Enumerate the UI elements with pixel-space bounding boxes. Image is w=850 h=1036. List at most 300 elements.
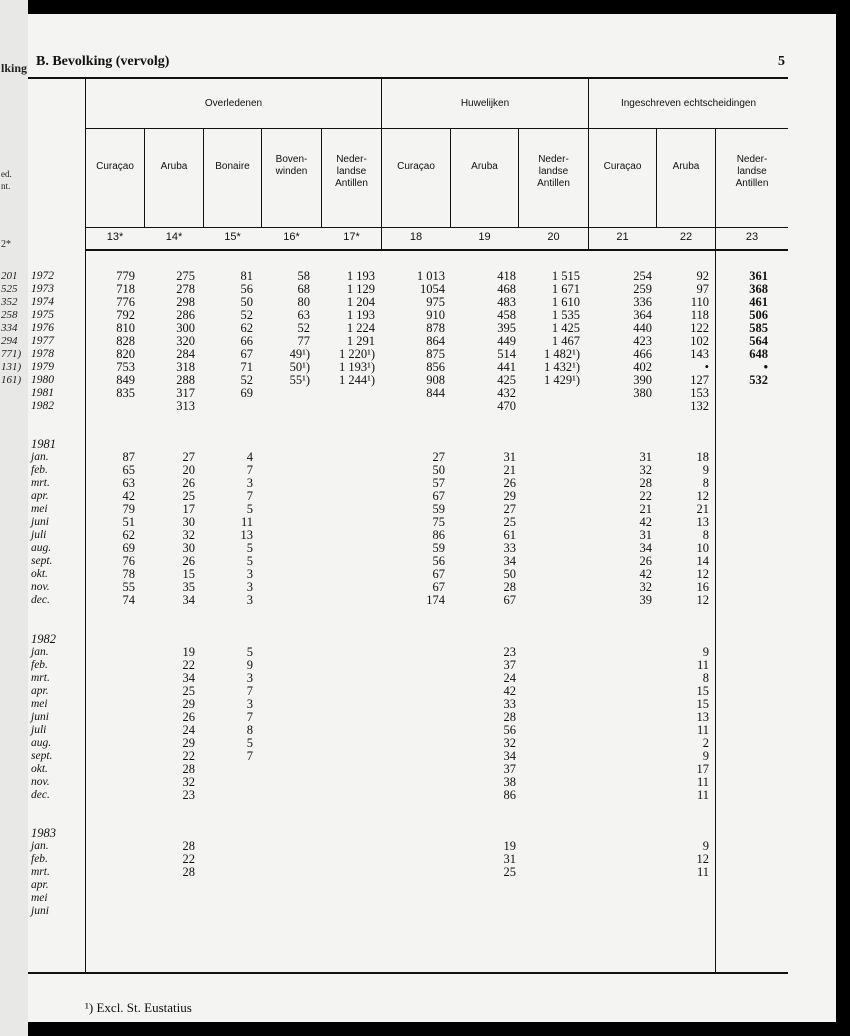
table-cell: 97 xyxy=(696,282,709,296)
table-cell: 34 xyxy=(182,593,195,607)
table-cell: 390 xyxy=(633,373,652,387)
left-strip-value: 352 xyxy=(1,296,18,308)
row-label: juli xyxy=(31,724,47,736)
table-cell: 23 xyxy=(182,788,195,802)
table-cell: 5 xyxy=(246,541,253,555)
table-cell: 3 xyxy=(246,580,253,594)
column-header: Neder- landse Antillen xyxy=(735,154,769,189)
table-cell: 27 xyxy=(503,502,516,516)
left-strip-value: 294 xyxy=(1,335,18,347)
table-cell: 22 xyxy=(639,489,652,503)
table-cell xyxy=(295,400,375,413)
table-cell: 22 xyxy=(182,658,195,672)
column-number: 23 xyxy=(745,231,759,243)
rule-vertical xyxy=(450,128,451,227)
table-cell: 810 xyxy=(116,321,135,335)
table-cell: 77 xyxy=(297,334,310,348)
table-cell: 1 193 xyxy=(346,269,375,283)
rule-vertical xyxy=(715,128,716,973)
rule-vertical xyxy=(144,128,145,227)
table-cell: 1 013 xyxy=(416,269,445,283)
table-cell: 368 xyxy=(749,282,768,296)
data-column xyxy=(436,451,516,607)
table-cell: 16 xyxy=(696,580,709,594)
table-cell: 425 xyxy=(497,373,516,387)
table-cell xyxy=(688,400,768,413)
table-cell: 514 xyxy=(497,347,516,361)
table-cell: 33 xyxy=(503,697,516,711)
row-label: 1978 xyxy=(31,348,54,360)
table-cell: 844 xyxy=(426,386,445,400)
table-cell: 65 xyxy=(122,463,135,477)
table-cell: 1 535 xyxy=(551,308,580,322)
row-label: mei xyxy=(31,503,48,515)
table-cell: 9 xyxy=(702,749,709,763)
table-cell: 38 xyxy=(503,775,516,789)
table-cell xyxy=(629,905,709,918)
table-cell: 8 xyxy=(246,723,253,737)
table-cell: 856 xyxy=(426,360,445,374)
left-strip-value: 131) xyxy=(1,361,22,373)
table-cell: 127 xyxy=(690,373,709,387)
table-cell: 402 xyxy=(633,360,652,374)
row-label: apr. xyxy=(31,490,49,502)
data-column xyxy=(629,840,709,918)
table-cell: 418 xyxy=(497,269,516,283)
row-label: mei xyxy=(31,698,48,710)
table-cell: 132 xyxy=(690,399,709,413)
table-cell: 76 xyxy=(122,554,135,568)
table-cell: 59 xyxy=(432,502,445,516)
row-label: 1972 xyxy=(31,270,54,282)
table-cell: 1 244¹) xyxy=(338,373,375,387)
table-cell: 1 193¹) xyxy=(338,360,375,374)
left-strip-value: 258 xyxy=(1,309,18,321)
table-cell: 275 xyxy=(176,269,195,283)
table-cell: 564 xyxy=(749,334,768,348)
table-cell: 13 xyxy=(696,515,709,529)
table-cell: 8 xyxy=(702,671,709,685)
table-cell: 26 xyxy=(503,476,516,490)
table-cell: 62 xyxy=(240,321,253,335)
table-cell: 28 xyxy=(503,580,516,594)
rule-bottom xyxy=(28,972,788,974)
table-cell: 1 515 xyxy=(551,269,580,283)
table-cell: 27 xyxy=(182,450,195,464)
data-column xyxy=(629,451,709,607)
table-cell: 26 xyxy=(182,710,195,724)
table-cell xyxy=(173,763,253,776)
table-cell: 24 xyxy=(503,671,516,685)
table-cell: 7 xyxy=(246,684,253,698)
table-cell: 483 xyxy=(497,295,516,309)
table-cell: 5 xyxy=(246,736,253,750)
table-cell: 75 xyxy=(432,515,445,529)
table-cell: 9 xyxy=(702,463,709,477)
table-cell: 26 xyxy=(182,554,195,568)
table-cell: 78 xyxy=(122,567,135,581)
table-cell: 25 xyxy=(182,489,195,503)
table-cell: 1 610 xyxy=(551,295,580,309)
table-cell: 7 xyxy=(246,710,253,724)
row-label: 1975 xyxy=(31,309,54,321)
table-cell: 1 193 xyxy=(346,308,375,322)
table-cell: 50 xyxy=(432,463,445,477)
table-cell: 50¹) xyxy=(289,360,310,374)
table-cell: 34 xyxy=(503,749,516,763)
table-cell: 336 xyxy=(633,295,652,309)
column-header: Bonaire xyxy=(215,161,250,172)
left-strip-text: ed. xyxy=(1,169,12,179)
table-cell: 3 xyxy=(246,671,253,685)
table-cell: 31 xyxy=(639,450,652,464)
table-cell: 34 xyxy=(182,671,195,685)
table-cell: 22 xyxy=(182,749,195,763)
table-cell: 29 xyxy=(182,736,195,750)
row-label: juni xyxy=(31,711,49,723)
table-cell: 30 xyxy=(182,541,195,555)
column-number: 18 xyxy=(409,231,423,243)
table-cell: 17 xyxy=(182,502,195,516)
document-page xyxy=(28,14,836,1022)
table-cell: 288 xyxy=(176,373,195,387)
section-year: 1983 xyxy=(31,826,56,840)
table-cell: 56 xyxy=(503,723,516,737)
data-column xyxy=(173,646,253,802)
row-label: mrt. xyxy=(31,866,50,878)
rule-header xyxy=(85,227,788,228)
table-cell: 52 xyxy=(240,373,253,387)
table-cell: 284 xyxy=(176,347,195,361)
table-cell: 32 xyxy=(182,528,195,542)
table-cell: 50 xyxy=(503,567,516,581)
table-cell: 753 xyxy=(116,360,135,374)
table-cell: 910 xyxy=(426,308,445,322)
table-cell: 67 xyxy=(432,567,445,581)
row-label: mrt. xyxy=(31,477,50,489)
group-overleden: Overledenen xyxy=(204,98,263,109)
group-echtscheidingen: Ingeschreven echtscheidingen xyxy=(620,98,757,109)
table-cell: 828 xyxy=(116,334,135,348)
table-cell: 42 xyxy=(503,684,516,698)
table-cell: 835 xyxy=(116,386,135,400)
table-cell: 12 xyxy=(696,567,709,581)
table-cell: 29 xyxy=(182,697,195,711)
table-cell: 32 xyxy=(503,736,516,750)
table-cell: 32 xyxy=(639,580,652,594)
row-labels xyxy=(31,826,79,918)
table-cell: 7 xyxy=(246,489,253,503)
table-cell: 28 xyxy=(503,710,516,724)
table-cell: 21 xyxy=(639,502,652,516)
table-cell: 5 xyxy=(246,554,253,568)
table-cell xyxy=(173,776,253,789)
row-label: sept. xyxy=(31,750,53,762)
column-number: 13* xyxy=(106,231,124,243)
column-header: Aruba xyxy=(672,161,700,172)
table-cell: 11 xyxy=(696,658,709,672)
table-cell: 286 xyxy=(176,308,195,322)
table-cell: 32 xyxy=(639,463,652,477)
table-cell: 33 xyxy=(503,541,516,555)
table-cell: 1 429¹) xyxy=(543,373,580,387)
table-cell: • xyxy=(763,360,768,374)
table-cell: 55¹) xyxy=(289,373,310,387)
table-cell: 37 xyxy=(503,658,516,672)
table-cell: 908 xyxy=(426,373,445,387)
table-cell: 776 xyxy=(116,295,135,309)
table-cell: 470 xyxy=(497,399,516,413)
table-cell: 395 xyxy=(497,321,516,335)
rule-top xyxy=(28,77,788,79)
page-number: 5 xyxy=(778,54,785,69)
table-cell: 63 xyxy=(122,476,135,490)
rule-vertical xyxy=(656,128,657,227)
table-cell: 67 xyxy=(503,593,516,607)
table-cell: 7 xyxy=(246,463,253,477)
group-huwelijken: Huwelijken xyxy=(460,98,510,109)
row-label: feb. xyxy=(31,853,48,865)
column-number: 15* xyxy=(224,231,241,243)
table-cell: 361 xyxy=(749,269,768,283)
table-cell: 4 xyxy=(246,450,253,464)
table-cell: 8 xyxy=(702,476,709,490)
row-label: 1980 xyxy=(31,374,54,386)
table-cell: 254 xyxy=(633,269,652,283)
table-cell: 69 xyxy=(240,386,253,400)
table-cell: 20 xyxy=(182,463,195,477)
table-cell: 28 xyxy=(182,865,195,879)
table-cell: 1 467 xyxy=(551,334,580,348)
table-cell: 22 xyxy=(182,852,195,866)
table-cell: 74 xyxy=(122,593,135,607)
table-cell: 1 220¹) xyxy=(338,347,375,361)
table-cell: 432 xyxy=(497,386,516,400)
table-cell: • xyxy=(704,360,709,374)
row-label: 1979 xyxy=(31,361,54,373)
table-cell: 14 xyxy=(696,554,709,568)
table-cell: 62 xyxy=(122,528,135,542)
table-cell: 57 xyxy=(432,476,445,490)
table-cell: 5 xyxy=(246,502,253,516)
left-strip-value: 201 xyxy=(1,270,18,282)
rule-vertical xyxy=(203,128,204,227)
table-cell: 63 xyxy=(297,308,310,322)
row-label: 1982 xyxy=(31,400,54,412)
column-number: 17* xyxy=(343,231,360,243)
table-cell: 34 xyxy=(639,541,652,555)
table-cell: 300 xyxy=(176,321,195,335)
table-cell: 50 xyxy=(240,295,253,309)
table-cell: 12 xyxy=(696,852,709,866)
row-label: aug. xyxy=(31,542,52,554)
row-label: aug. xyxy=(31,737,52,749)
left-strip-value: 771) xyxy=(1,348,22,360)
table-cell: 8 xyxy=(702,528,709,542)
left-strip-number: 2* xyxy=(1,239,11,250)
table-cell: 1 432¹) xyxy=(543,360,580,374)
section-year: 1982 xyxy=(31,632,56,646)
column-header: Aruba xyxy=(160,161,188,172)
table-cell: 298 xyxy=(176,295,195,309)
table-cell xyxy=(629,892,709,905)
row-label: sept. xyxy=(31,555,53,567)
table-cell: 69 xyxy=(122,541,135,555)
table-cell xyxy=(500,400,580,413)
table-cell: 1054 xyxy=(420,282,445,296)
rule-group xyxy=(85,128,788,129)
table-cell: 32 xyxy=(182,775,195,789)
row-label: 1977 xyxy=(31,335,54,347)
table-cell: 9 xyxy=(702,839,709,853)
table-cell: 468 xyxy=(497,282,516,296)
table-cell: 19 xyxy=(503,839,516,853)
table-cell: 12 xyxy=(696,593,709,607)
row-label: okt. xyxy=(31,763,48,775)
table-cell xyxy=(436,905,516,918)
column-header: Aruba xyxy=(471,161,498,172)
table-cell: 1 129 xyxy=(346,282,375,296)
row-label: nov. xyxy=(31,776,50,788)
data-column xyxy=(500,270,580,413)
table-cell: 1 224 xyxy=(346,321,375,335)
table-cell: 67 xyxy=(240,347,253,361)
table-cell: 58 xyxy=(297,269,310,283)
footnote: ¹) Excl. St. Eustatius xyxy=(85,1000,192,1015)
table-cell: 67 xyxy=(432,580,445,594)
table-cell: 15 xyxy=(696,697,709,711)
table-cell: 11 xyxy=(696,788,709,802)
data-column xyxy=(629,646,709,802)
table-cell: 30 xyxy=(182,515,195,529)
table-cell: 56 xyxy=(432,554,445,568)
table-cell: 71 xyxy=(240,360,253,374)
table-cell: 318 xyxy=(176,360,195,374)
table-cell: 11 xyxy=(696,865,709,879)
left-strip-value: 334 xyxy=(1,322,18,334)
table-cell: 278 xyxy=(176,282,195,296)
table-cell: 29 xyxy=(503,489,516,503)
table-cell xyxy=(500,387,580,400)
table-cell: 39 xyxy=(639,593,652,607)
table-cell: 28 xyxy=(182,839,195,853)
table-cell xyxy=(115,905,195,918)
table-cell: 975 xyxy=(426,295,445,309)
row-label: okt. xyxy=(31,568,48,580)
row-label: mei xyxy=(31,892,48,904)
table-cell: 364 xyxy=(633,308,652,322)
table-cell: 3 xyxy=(246,697,253,711)
row-label: juni xyxy=(31,905,49,917)
data-column xyxy=(173,451,253,607)
row-label: apr. xyxy=(31,879,49,891)
table-cell xyxy=(688,387,768,400)
table-cell: 15 xyxy=(182,567,195,581)
table-cell: 55 xyxy=(122,580,135,594)
row-label: mrt. xyxy=(31,672,50,684)
column-header: Curaçao xyxy=(96,161,134,172)
table-cell: 259 xyxy=(633,282,652,296)
table-cell: 441 xyxy=(497,360,516,374)
column-number: 21 xyxy=(616,231,629,243)
column-number: 16* xyxy=(283,231,300,243)
data-column xyxy=(688,270,768,413)
table-cell: 153 xyxy=(690,386,709,400)
table-cell: 718 xyxy=(116,282,135,296)
row-label: 1976 xyxy=(31,322,54,334)
data-column xyxy=(295,270,375,413)
data-column xyxy=(115,840,195,918)
section-year: 1981 xyxy=(31,437,56,451)
table-cell: 423 xyxy=(633,334,652,348)
table-cell: 506 xyxy=(749,308,768,322)
page-title: B. Bevolking (vervolg) xyxy=(36,54,170,69)
table-cell: 67 xyxy=(432,489,445,503)
table-cell: 25 xyxy=(503,865,516,879)
table-cell: 1 425 xyxy=(551,321,580,335)
table-cell: 820 xyxy=(116,347,135,361)
table-cell: 9 xyxy=(702,645,709,659)
table-cell: 5 xyxy=(246,645,253,659)
table-cell: 31 xyxy=(503,450,516,464)
row-labels xyxy=(31,632,79,802)
rule-colnum xyxy=(85,249,788,251)
table-cell: 42 xyxy=(639,567,652,581)
table-cell: 81 xyxy=(240,269,253,283)
table-cell: 9 xyxy=(246,658,253,672)
left-page-strip xyxy=(0,0,28,1036)
table-cell: 23 xyxy=(503,645,516,659)
column-number: 20 xyxy=(547,231,560,243)
table-cell xyxy=(365,400,445,413)
table-cell: 11 xyxy=(696,775,709,789)
table-cell: 59 xyxy=(432,541,445,555)
table-cell: 51 xyxy=(122,515,135,529)
table-cell: 79 xyxy=(122,502,135,516)
table-cell: 792 xyxy=(116,308,135,322)
table-cell: 12 xyxy=(696,489,709,503)
table-cell: 779 xyxy=(116,269,135,283)
table-cell: 27 xyxy=(432,450,445,464)
table-cell xyxy=(629,879,709,892)
row-label: jan. xyxy=(31,451,49,463)
table-cell: 440 xyxy=(633,321,652,335)
table-cell: 7 xyxy=(246,749,253,763)
table-cell: 174 xyxy=(426,593,445,607)
table-cell: 313 xyxy=(176,399,195,413)
table-cell: 35 xyxy=(182,580,195,594)
row-label: jan. xyxy=(31,840,49,852)
table-cell xyxy=(115,892,195,905)
table-cell: 42 xyxy=(122,489,135,503)
left-strip-value: 525 xyxy=(1,283,18,295)
table-cell: 26 xyxy=(182,476,195,490)
table-cell: 317 xyxy=(176,386,195,400)
table-cell xyxy=(295,387,375,400)
table-cell: 17 xyxy=(696,762,709,776)
table-cell: 118 xyxy=(690,308,709,322)
table-cell: 66 xyxy=(240,334,253,348)
row-label: 1981 xyxy=(31,387,54,399)
table-cell: 3 xyxy=(246,593,253,607)
table-cell: 61 xyxy=(503,528,516,542)
table-cell: 68 xyxy=(297,282,310,296)
table-cell: 34 xyxy=(503,554,516,568)
data-column xyxy=(436,840,516,918)
table-cell: 80 xyxy=(297,295,310,309)
left-strip-heading: lking xyxy=(1,61,28,75)
column-header: Curaçao xyxy=(603,161,642,172)
